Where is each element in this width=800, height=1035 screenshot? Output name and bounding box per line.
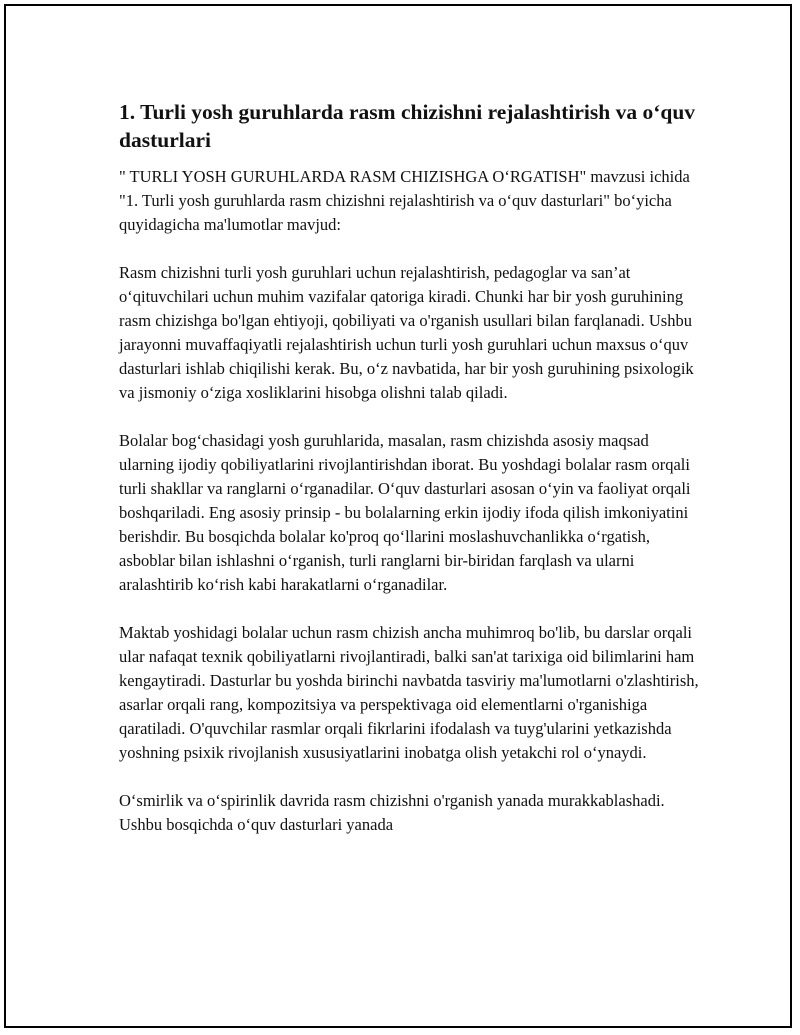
intro-paragraph: " TURLI YOSH GURUHLARDA RASM CHIZISHGA O‘RGATISH" mavzusi ichida "1. Turli yosh guruhlarda rasm chizishni rejalashtirish va o‘quv dasturlari" bo‘yicha quyidagicha ma'lumotlar mavjud: — [119, 167, 690, 234]
body-paragraph: Bolalar bog‘chasidagi yosh guruhlarida, masalan, rasm chizishda asosiy maqsad ularning ijodiy qobiliyatlarini rivojlantirishdan iborat. Bu yoshdagi bolalar rasm orqali turli shakllar va ranglarni o‘rganadilar. O‘quv dasturlari asosan o‘yin va faoliyat orqali boshqariladi. Eng asosiy prinsip - bu bolalarning erkin ijodiy ifoda qilish imkoniyatini berishdir. Bu bosqichda bolalar ko'proq qo‘llarini moslashuvchanlikka o‘rgatish, asboblar bilan ishlashni o‘rganish, turli ranglarni bir-biridan farqlash va ularni aralashtirib ko‘rish kabi harakatlarni o‘rganadilar. — [119, 431, 691, 594]
body-paragraph: O‘smirlik va o‘spirinlik davrida rasm chizishni o'rganish yanada murakkablashadi. Ushbu bosqichda o‘quv dasturlari yanada — [119, 791, 665, 834]
document-page — [4, 4, 792, 1028]
body-paragraph: Maktab yoshidagi bolalar uchun rasm chizish ancha muhimroq bo'lib, bu darslar orqali ular nafaqat texnik qobiliyatlarni rivojlantiradi, balki san'at tarixiga oid bilimlarini ham kengaytiradi. Dasturlar bu yoshda birinchi navbatda tasviriy ma'lumotlarni o'zlashtirish, asarlar orqali rang, kompozitsiya va perspektivaga oid elementlarni o'rganishiga qaratiladi. O'quvchilar rasmlar orqali fikrlarini ifodalash va tuyg'ularini yetkazishda yoshning psixik rivojlanish xususiyatlarini inobatga olish yetakchi rol o‘ynaydi. — [119, 623, 699, 762]
document-body — [119, 98, 699, 861]
body-paragraph: Rasm chizishni turli yosh guruhlari uchun rejalashtirish, pedagoglar va san’at o‘qituvchilari uchun muhim vazifalar qatoriga kiradi. Chunki har bir yosh guruhining rasm chizishga bo'lgan ehtiyoji, qobiliyati va o'rganish usullari bilan farqlanadi. Ushbu jarayonni muvaffaqiyatli rejalashtirish uchun turli yosh guruhlari uchun maxsus o‘quv dasturlari ishlab chiqilishi kerak. Bu, o‘z navbatida, har bir yosh guruhining psixologik va jismoniy o‘ziga xosliklarini hisobga olishni talab qiladi. — [119, 263, 694, 402]
section-heading: 1. Turli yosh guruhlarda rasm chizishni rejalashtirish va o‘quv dasturlari — [119, 100, 696, 152]
